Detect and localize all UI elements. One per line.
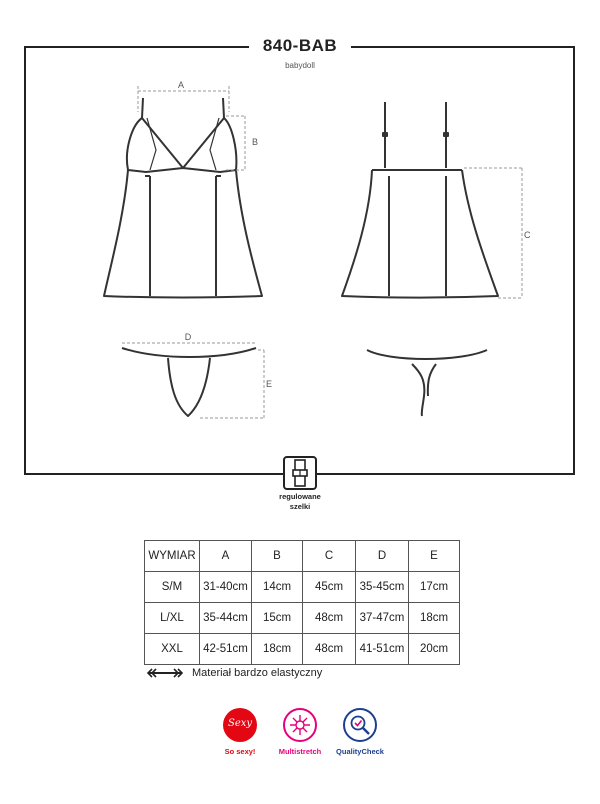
table-cell: 41-51cm — [356, 634, 409, 665]
table-cell: 37-47cm — [356, 603, 409, 634]
material-note — [146, 667, 322, 679]
feature-label-line1: regulowane — [279, 492, 321, 501]
table-header-cell: C — [303, 541, 356, 572]
feature-label — [250, 492, 350, 512]
badge-caption: So sexy! — [224, 747, 256, 756]
table-cell: 48cm — [303, 603, 356, 634]
material-note-text: Materiał bardzo elastyczny — [192, 667, 323, 679]
table-cell: 42-51cm — [200, 634, 252, 665]
table-cell: XXL — [145, 634, 200, 665]
table-cell: 45cm — [303, 572, 356, 603]
table-cell: 18cm — [252, 634, 303, 665]
back-strap-sliders — [382, 132, 449, 137]
size-table — [144, 540, 460, 665]
table-cell: 31-40cm — [200, 572, 252, 603]
table-cell: 35-44cm — [200, 603, 252, 634]
multistretch-icon — [283, 708, 317, 742]
badge-caption: Multistretch — [278, 747, 322, 756]
table-cell: L/XL — [145, 603, 200, 634]
babydoll-back-drawing — [342, 102, 498, 298]
table-row — [145, 603, 460, 634]
table-cell: 35-45cm — [356, 572, 409, 603]
table-cell: 15cm — [252, 603, 303, 634]
sexy-icon — [223, 708, 257, 742]
table-row — [145, 634, 460, 665]
feature-label-line2: szelki — [289, 502, 311, 511]
dimension-e-label: E — [266, 379, 273, 389]
dimension-d-label: D — [184, 332, 192, 342]
table-cell: 18cm — [409, 603, 460, 634]
adjustable-straps-icon — [283, 456, 317, 490]
table-cell: S/M — [145, 572, 200, 603]
sexy-icon-text: Sexy — [227, 718, 253, 729]
table-header-cell: WYMIAR — [145, 541, 200, 572]
table-cell: 48cm — [303, 634, 356, 665]
product-code: 840-BAB — [249, 36, 351, 56]
thong-front-drawing — [122, 348, 256, 416]
badge-caption: QualityCheck — [336, 747, 384, 756]
table-header-cell: B — [252, 541, 303, 572]
elastic-arrows-icon — [146, 668, 184, 678]
table-cell: 20cm — [409, 634, 460, 665]
table-cell: 14cm — [252, 572, 303, 603]
table-header-cell: E — [409, 541, 460, 572]
thong-back-drawing — [367, 350, 487, 416]
table-header-cell: A — [200, 541, 252, 572]
front-cup-lines — [147, 118, 219, 170]
table-header-cell: D — [356, 541, 409, 572]
babydoll-front-drawing — [104, 98, 262, 298]
table-row — [145, 572, 460, 603]
quality-check-icon — [343, 708, 377, 742]
dimension-a-label: A — [177, 80, 185, 90]
table-cell: 17cm — [409, 572, 460, 603]
dimension-c-label: C — [524, 230, 531, 240]
badge-quality-check — [325, 708, 395, 756]
product-type: babydoll — [285, 61, 315, 70]
table-header-row — [145, 541, 460, 572]
dimension-c — [464, 168, 522, 298]
dimension-b-label: B — [252, 137, 259, 147]
